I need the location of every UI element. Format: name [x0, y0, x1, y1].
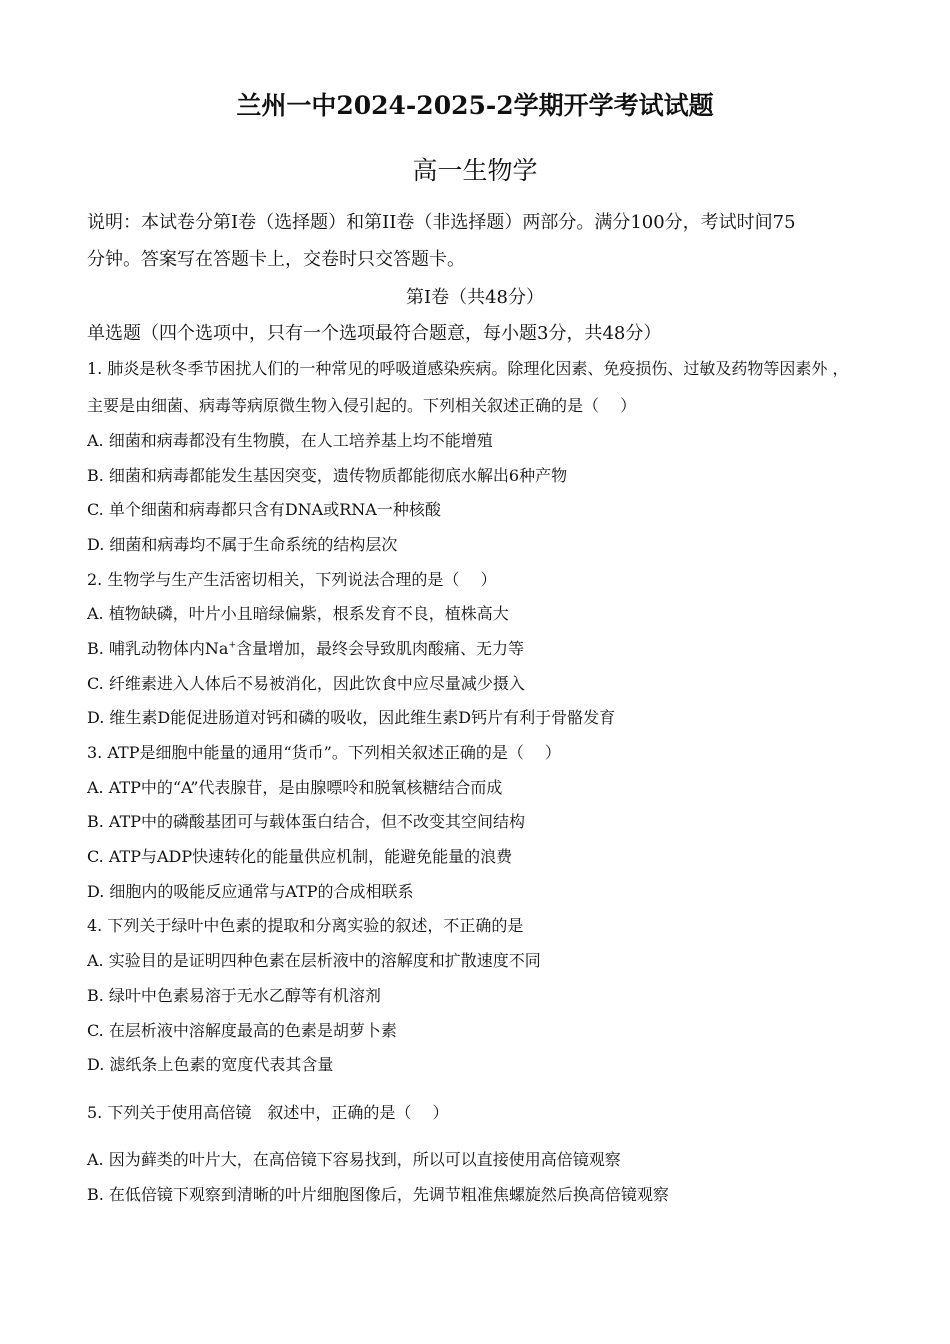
sodium-charge: + [228, 640, 237, 651]
question-5-option-b: B. 在低倍镜下观察到清晰的叶片细胞图像后，先调节粗准焦螺旋然后换高倍镜观察 [87, 1185, 669, 1204]
question-3-option-b: B. ATP中的磷酸基团可与载体蛋白结合，但不改变其空间结构 [87, 812, 526, 831]
question-4-option-d: D. 滤纸条上色素的宽度代表其含量 [87, 1055, 334, 1074]
question-1-stem-line-1: 1. 肺炎是秋冬季节困扰人们的一种常见的呼吸道感染疾病。除理化因素、免疫损伤、过敏及药物等因素外 ， [87, 359, 849, 378]
question-2-option-b-text: B. 哺乳动物体内Na [87, 639, 229, 658]
question-1-option-b: B. 细菌和病毒都能发生基因突变，遗传物质都能彻底水解出6种产物 [87, 466, 568, 485]
question-3-stem: 3. ATP是细胞中能量的通用“货币”。下列相关叙述正确的是（ ） [87, 743, 561, 762]
exam-title: 兰州一中2024-2025-2学期开学考试试题 [236, 91, 714, 120]
instructions-line-2: 分钟。答案写在答题卡上，交卷时只交答题卡。 [87, 249, 465, 270]
question-2-option-c: C. 纤维素进入人体后不易被消化，因此饮食中应尽量减少摄入 [87, 674, 525, 693]
question-4-option-b: B. 绿叶中色素易溶于无水乙醇等有机溶剂 [87, 986, 381, 1005]
question-4-option-a: A. 实验目的是证明四种色素在层析液中的溶解度和扩散速度不同 [87, 951, 541, 970]
question-5-option-a: A. 因为藓类的叶片大，在高倍镜下容易找到，所以可以直接使用高倍镜观察 [87, 1150, 621, 1169]
question-2-option-a: A. 植物缺磷，叶片小且暗绿偏紫，根系发育不良，植株高大 [87, 604, 509, 623]
question-3-option-c: C. ATP与ADP快速转化的能量供应机制，能避免能量的浪费 [87, 847, 513, 866]
question-3-option-a: A. ATP中的“A”代表腺苷，是由腺嘌呤和脱氧核糖结合而成 [87, 778, 503, 797]
question-1-option-a: A. 细菌和病毒都没有生物膜，在人工培养基上均不能增殖 [87, 431, 493, 450]
subject-title: 高一生物学 [412, 156, 538, 185]
question-3-option-d: D. 细胞内的吸能反应通常与ATP的合成相联系 [87, 882, 414, 901]
question-2-option-b-rest: 含量增加，最终会导致肌肉酸痛、无力等 [236, 639, 525, 658]
question-2-option-d: D. 维生素D能促进肠道对钙和磷的吸收，因此维生素D钙片有利于骨骼发育 [87, 708, 616, 727]
question-4-stem: 4. 下列关于绿叶中色素的提取和分离实验的叙述，不正确的是 [87, 916, 524, 935]
section-heading: 单选题（四个选项中，只有一个选项最符合题意，每小题3分，共48分） [87, 323, 662, 344]
question-1-stem-line-2: 主要是由细菌、病毒等病原微生物入侵引起的。下列相关叙述正确的是（ ） [87, 396, 637, 415]
question-2-stem: 2. 生物学与生产生活密切相关，下列说法合理的是（ ） [87, 570, 497, 589]
question-1-option-c: C. 单个细菌和病毒都只含有DNA或RNA一种核酸 [87, 500, 441, 519]
question-2-option-b [87, 636, 524, 659]
instructions-line-1: 说明：本试卷分第I卷（选择题）和第II卷（非选择题）两部分。满分100分，考试时间75 [87, 212, 796, 233]
question-5-stem: 5. 下列关于使用高倍镜 叙述中，正确的是（ ） [87, 1103, 449, 1122]
question-1-option-d: D. 细菌和病毒均不属于生命系统的结构层次 [87, 535, 398, 554]
section-title: 第I卷（共48分） [405, 287, 544, 308]
question-4-option-c: C. 在层析液中溶解度最高的色素是胡萝卜素 [87, 1021, 397, 1040]
